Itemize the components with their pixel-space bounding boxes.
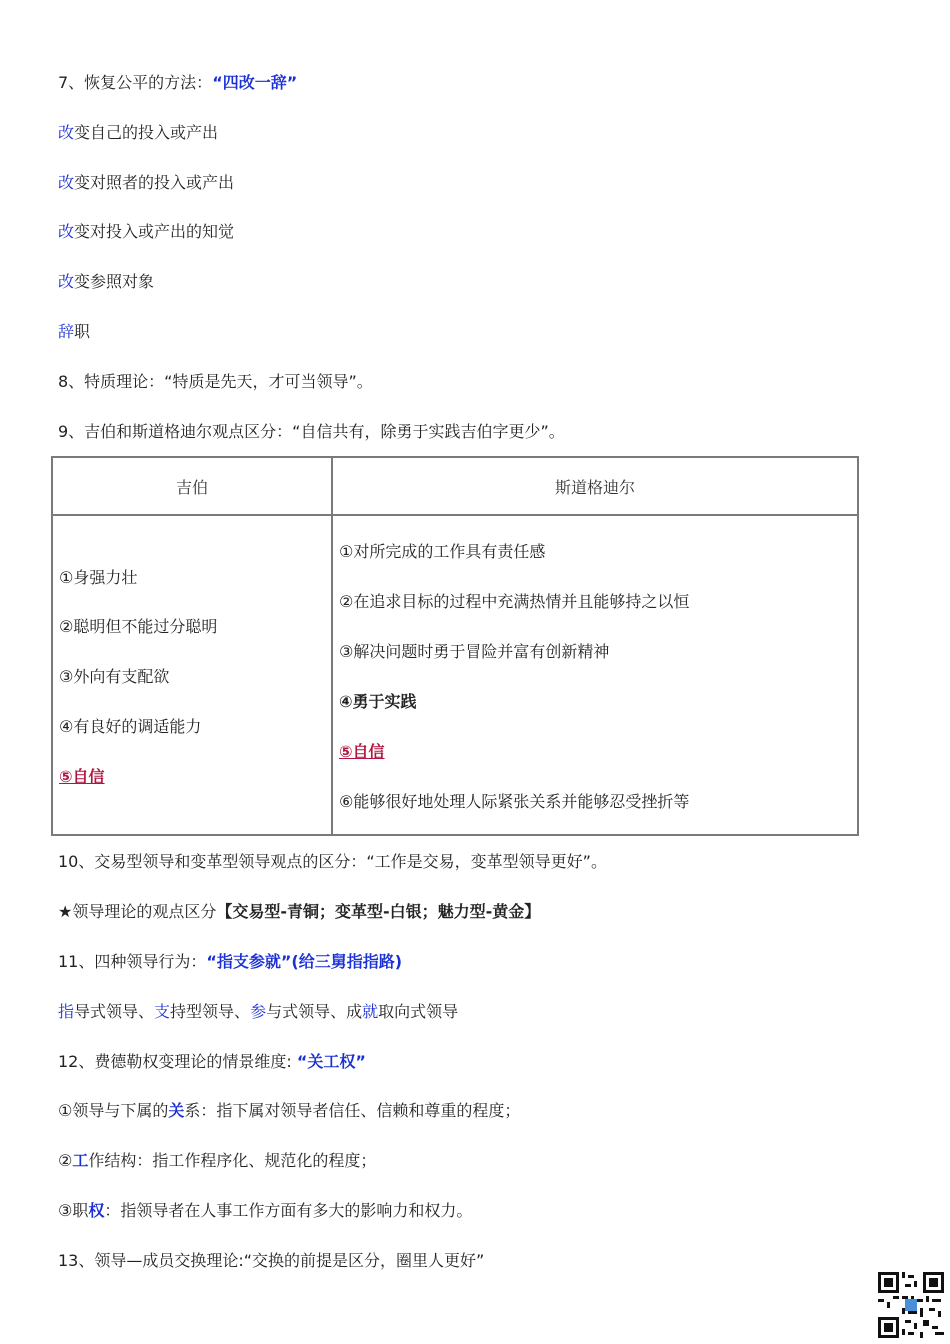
list-item <box>58 222 234 242</box>
col1-header: 吉伯 <box>52 457 332 515</box>
item-text: 持型领导、 <box>170 1002 251 1021</box>
key-char: 指 <box>58 1002 75 1021</box>
section-8-text: 8、特质理论：“特质是先天，才可当领导”。 <box>58 372 373 391</box>
key-char: 改 <box>58 123 75 142</box>
section-7-prefix: 7、恢复公平的方法： <box>58 73 213 92</box>
col2-highlight: ⑤自信 <box>339 742 385 761</box>
section-12-prefix: 12、费德勒权变理论的情景维度: <box>58 1052 297 1071</box>
col2-item: ③解决问题时勇于冒险并富有创新精神 <box>339 642 610 661</box>
key-char: 改 <box>58 222 75 241</box>
section-12-line-1 <box>58 1101 520 1121</box>
col1-item: ①身强力壮 <box>59 568 138 587</box>
section-7-heading <box>58 73 297 93</box>
item-text: ：指领导者在人事工作方面有多大的影响力和权力。 <box>104 1201 473 1220</box>
list-item <box>58 123 218 143</box>
list-item <box>58 272 154 292</box>
item-text: ③职 <box>58 1201 89 1220</box>
item-text: ② <box>58 1151 73 1170</box>
table-header-row <box>52 457 858 515</box>
key-char: 关 <box>168 1101 185 1120</box>
col2-item: ⑥能够很好地处理人际紧张关系并能够忍受挫折等 <box>339 792 690 811</box>
key-char: 权 <box>88 1201 105 1220</box>
col2-header: 斯道格迪尔 <box>332 457 858 515</box>
item-text: 变对投入或产出的知觉 <box>74 222 235 241</box>
col1-item: ③外向有支配欲 <box>59 667 170 686</box>
col2-item: ①对所完成的工作具有责任感 <box>339 542 546 561</box>
table-row <box>52 515 858 835</box>
section-11-prefix: 11、四种领导行为： <box>58 952 207 971</box>
item-text: 取向式领导 <box>378 1002 459 1021</box>
section-11-highlight: “指支参就”(给三舅指指路) <box>206 952 403 971</box>
section-12-heading <box>58 1052 366 1072</box>
col1-highlight: ⑤自信 <box>59 767 105 786</box>
item-text: 变对照者的投入或产出 <box>74 173 235 192</box>
key-char: 就 <box>362 1002 379 1021</box>
col2-item: ②在追求目标的过程中充满热情并且能够持之以恒 <box>339 592 690 611</box>
comparison-table <box>51 456 859 836</box>
list-item <box>58 173 234 193</box>
col1-item: ④有良好的调适能力 <box>59 717 202 736</box>
col2-bold-item: ④勇于实践 <box>339 692 417 711</box>
item-text: 作结构：指工作程序化、规范化的程度； <box>88 1151 377 1170</box>
qr-code-icon <box>878 1272 944 1338</box>
section-11-heading <box>58 952 402 972</box>
item-text: ①领导与下属的 <box>58 1101 169 1120</box>
star-bold: 【交易型-青铜；变革型-白银；魅力型-黄金】 <box>216 902 541 921</box>
key-char: 支 <box>154 1002 171 1021</box>
star-prefix: ★领导理论的观点区分 <box>58 902 217 921</box>
star-line <box>58 902 540 922</box>
key-char: 辞 <box>58 322 75 341</box>
section-12-line-2 <box>58 1151 376 1171</box>
item-text: 导式领导、 <box>74 1002 155 1021</box>
section-10-text: 10、交易型领导和变革型领导观点的区分：“工作是交易，变革型领导更好”。 <box>58 852 607 871</box>
col2-cell <box>332 515 858 835</box>
section-11-list <box>58 1002 458 1022</box>
col1-cell <box>52 515 332 835</box>
item-text: 系：指下属对领导者信任、信赖和尊重的程度； <box>184 1101 521 1120</box>
key-char: 改 <box>58 272 75 291</box>
section-9-text: 9、吉伯和斯道格迪尔观点区分：“自信共有，除勇于实践吉伯字更少”。 <box>58 422 565 441</box>
list-item <box>58 322 90 342</box>
item-text: 职 <box>74 322 91 341</box>
section-7-highlight: “四改一辞” <box>212 73 298 92</box>
key-char: 工 <box>72 1151 89 1170</box>
key-char: 参 <box>250 1002 267 1021</box>
item-text: 变参照对象 <box>74 272 155 291</box>
item-text: 与式领导、成 <box>266 1002 363 1021</box>
col1-item: ②聪明但不能过分聪明 <box>59 617 218 636</box>
key-char: 改 <box>58 173 75 192</box>
section-12-line-3 <box>58 1201 472 1221</box>
section-13-text: 13、领导—成员交换理论:“交换的前提是区分，圈里人更好” <box>58 1251 485 1270</box>
section-12-highlight: “关工权” <box>296 1052 366 1071</box>
item-text: 变自己的投入或产出 <box>74 123 219 142</box>
